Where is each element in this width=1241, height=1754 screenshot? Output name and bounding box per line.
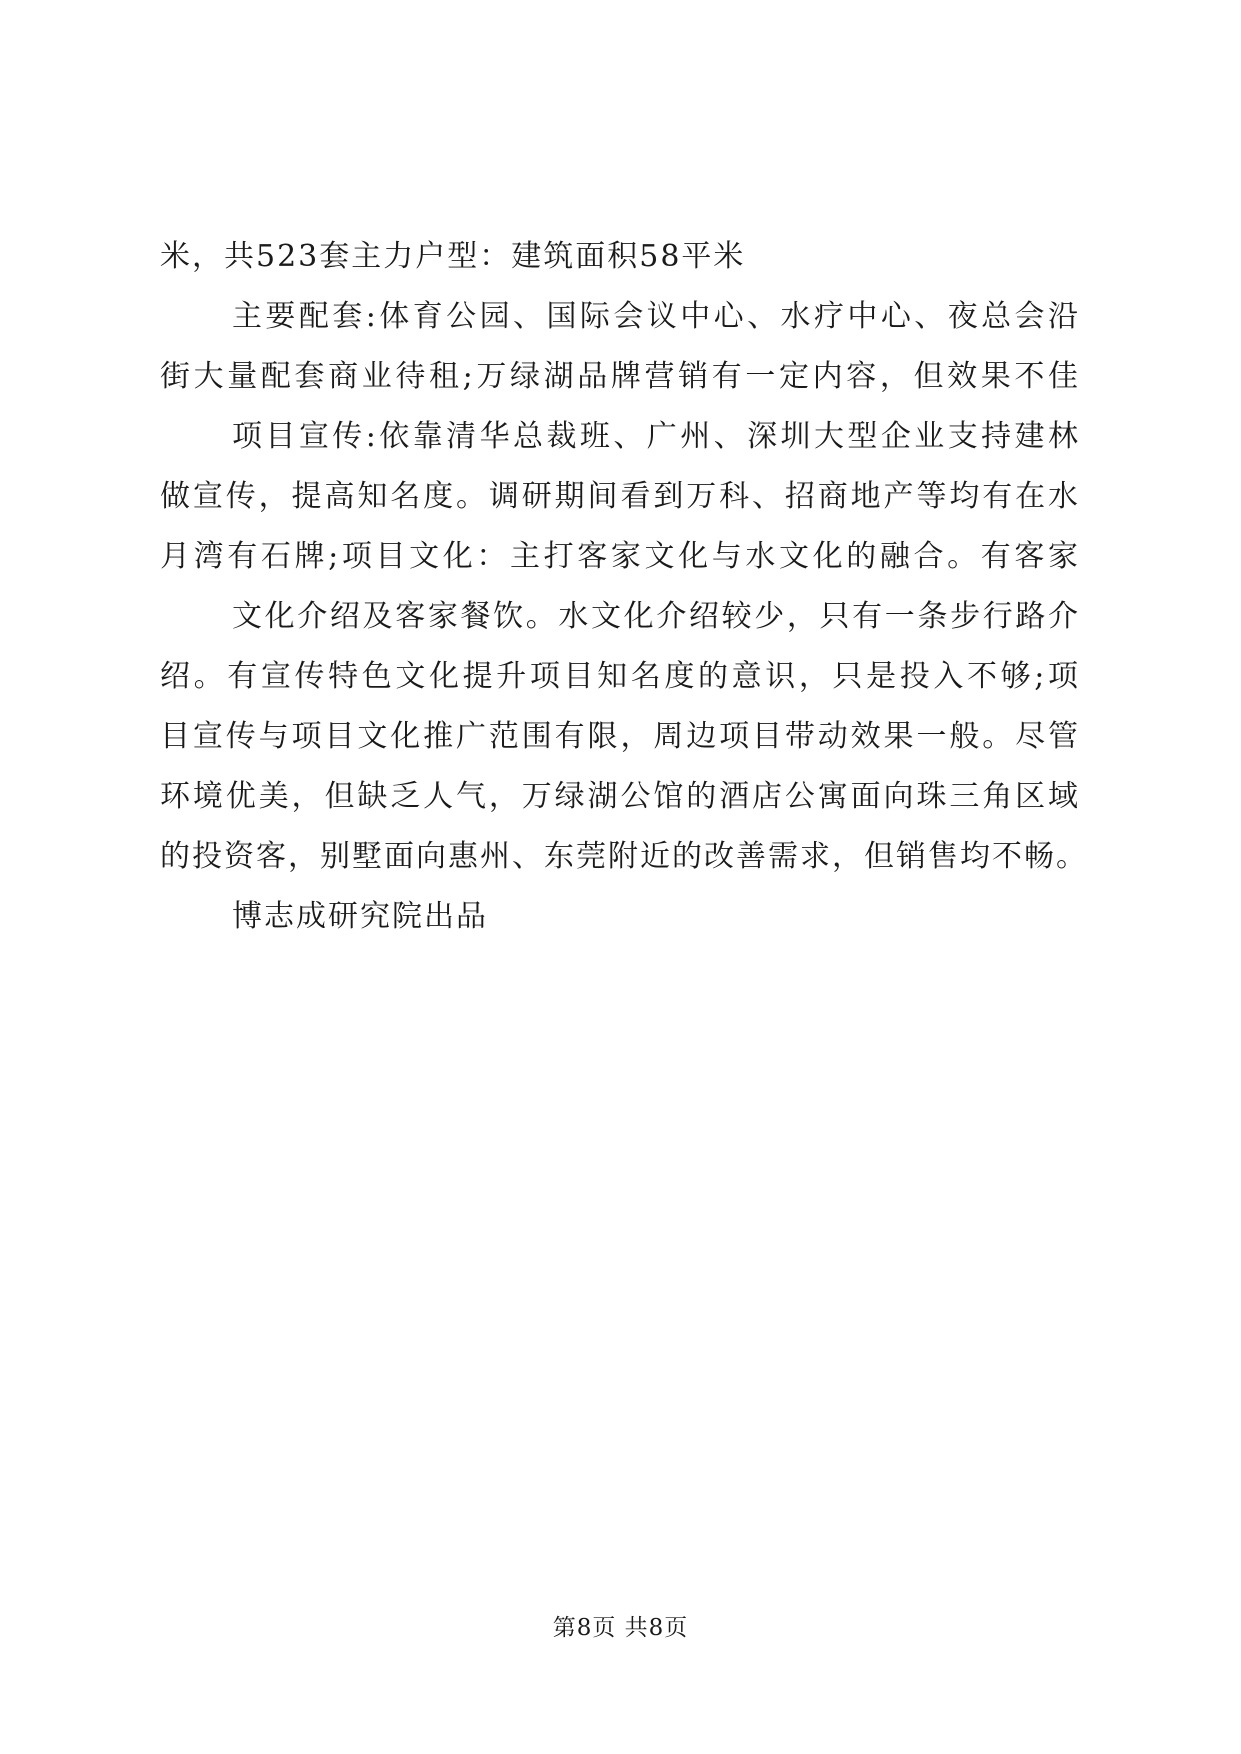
publisher-signature: 博志成研究院出品 [232, 899, 488, 934]
paragraph-line: 的投资客，别墅面向惠州、东莞附近的改善需求，但销售均不畅。 [160, 839, 1088, 874]
paragraph-line: 做宣传，提高知名度。调研期间看到万科、招商地产等均有在水 [160, 479, 1080, 514]
paragraph-line: 目宣传与项目文化推广范围有限，周边项目带动效果一般。尽管 [160, 719, 1080, 754]
paragraph-line: 主要配套:体育公园、国际会议中心、水疗中心、夜总会沿 [232, 299, 1080, 334]
paragraph-line: 绍。有宣传特色文化提升项目知名度的意识，只是投入不够;项 [160, 659, 1080, 694]
page-number-footer: 第8页 共8页 [552, 1615, 689, 1641]
document-body [160, 227, 1088, 947]
paragraph-line: 月湾有石牌;项目文化：主打客家文化与水文化的融合。有客家 [160, 539, 1080, 574]
paragraph-line: 项目宣传:依靠清华总裁班、广州、深圳大型企业支持建林 [232, 419, 1080, 454]
paragraph-line: 文化介绍及客家餐饮。水文化介绍较少，只有一条步行路介 [232, 599, 1080, 634]
paragraph-line: 街大量配套商业待租;万绿湖品牌营销有一定内容，但效果不佳 [160, 359, 1080, 394]
paragraph-line: 米，共523套主力户型：建筑面积58平米 [160, 239, 746, 274]
paragraph-line: 环境优美，但缺乏人气，万绿湖公馆的酒店公寓面向珠三角区域 [160, 779, 1080, 814]
